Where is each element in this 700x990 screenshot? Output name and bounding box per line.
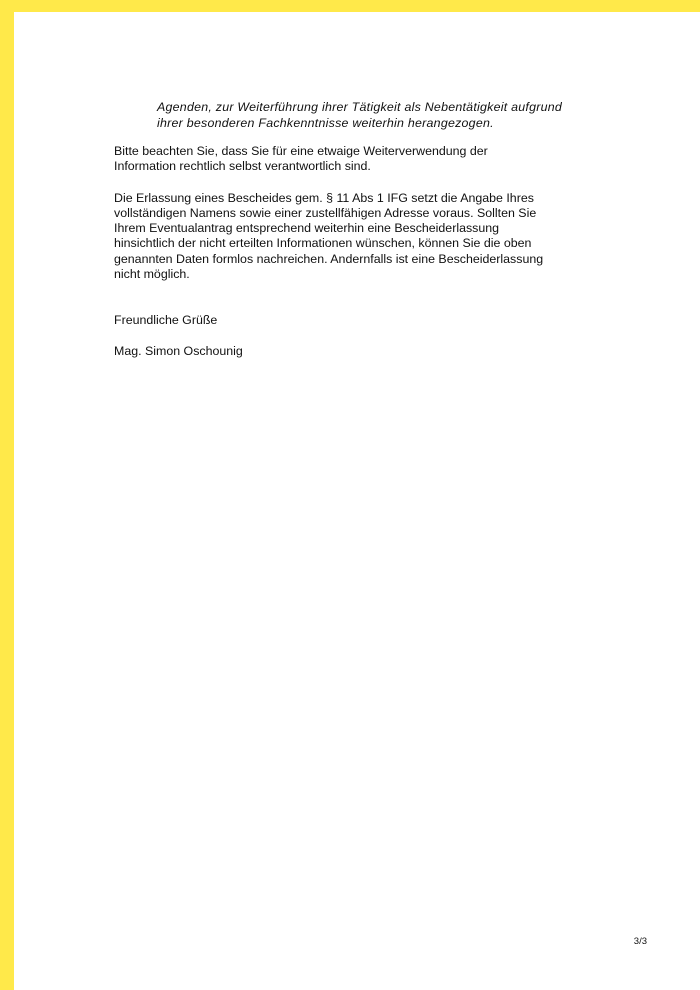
document-page	[14, 12, 700, 990]
letter-body	[114, 100, 604, 359]
paragraph-line: Ihrem Eventualantrag entsprechend weiterhin eine Bescheiderlassung	[114, 221, 500, 236]
paragraph-line: nicht möglich.	[114, 267, 190, 282]
page-number: 3/3	[633, 936, 647, 947]
quote-line: Agenden, zur Weiterführung ihrer Tätigkeit als Nebentätigkeit aufgrund	[157, 100, 563, 114]
paragraph-line: genannten Daten formlos nachreichen. Andernfalls ist eine Bescheiderlassung	[114, 251, 544, 266]
paragraph-line: Die Erlassung eines Bescheides gem. § 11 Abs 1 IFG setzt die Angabe Ihres	[114, 190, 534, 205]
quote-line: ihrer besonderen Fachkenntnisse weiterhin herangezogen.	[157, 115, 494, 130]
paragraph-decision-notice	[114, 191, 604, 283]
paragraph-line: Information rechtlich selbst verantwortlich sind.	[114, 159, 371, 174]
paragraph-reuse-notice	[114, 144, 604, 175]
paragraph-line: hinsichtlich der nicht erteilten Informationen wünschen, können Sie die oben	[114, 236, 532, 251]
signature-name: Mag. Simon Oschounig	[114, 343, 243, 358]
closing-greeting: Freundliche Grüße	[114, 313, 218, 328]
paragraph-line: Bitte beachten Sie, dass Sie für eine etwaige Weiterverwendung der	[114, 144, 488, 158]
paragraph-line: vollständigen Namens sowie einer zustellfähigen Adresse voraus. Sollten Sie	[114, 205, 537, 220]
quoted-text	[157, 100, 604, 131]
